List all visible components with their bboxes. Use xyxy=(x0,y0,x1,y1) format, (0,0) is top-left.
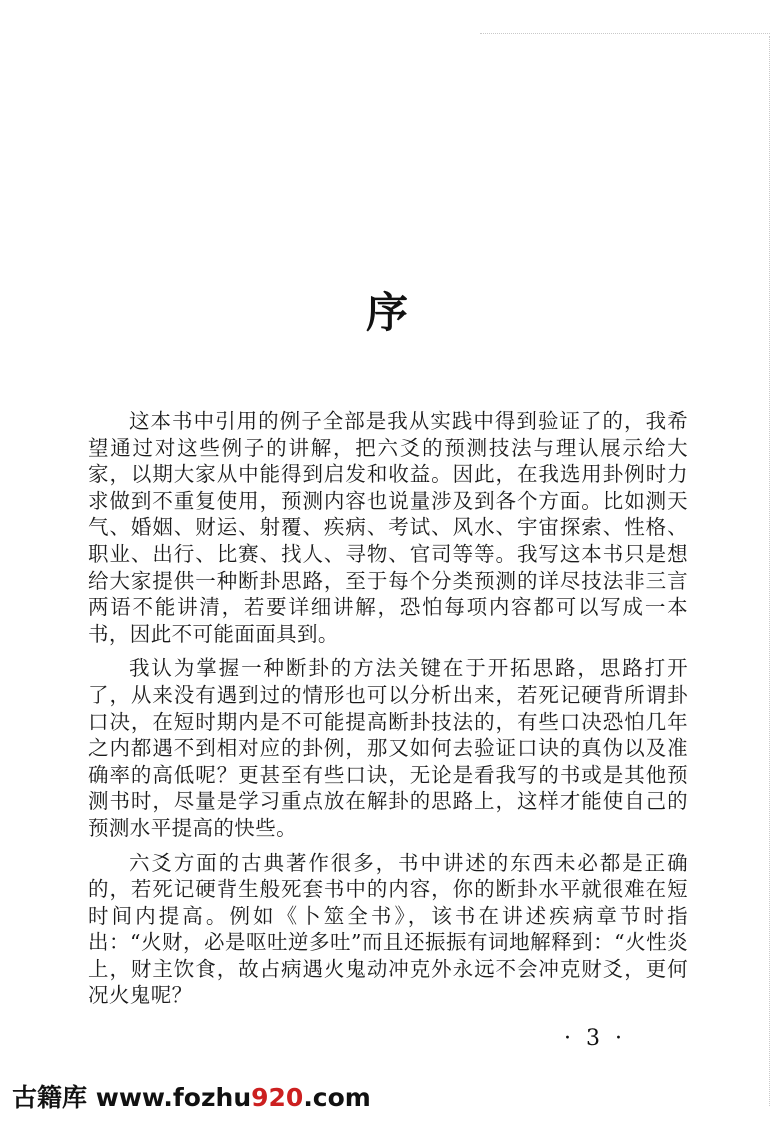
scan-edge-right xyxy=(769,36,770,1106)
paragraph-2: 我认为掌握一种断卦的方法关键在于开拓思路，思路打开了，从来没有遇到过的情形也可以分析出来，若死记硬背所谓卦口决，在短时期内是不可能提高断卦技法的，有些口决恐怕几年之内都遇不到相对应的卦例，那又如何去验证口诀的真伪以及准确率的高低呢？更甚至有些口诀，无论是看我写的书或是其他预测书时，尽量是学习重点放在解卦的思路上，这样才能使自己的预测水平提高的快些。 xyxy=(88,656,688,840)
paragraph-1: 这本书中引用的例子全部是我从实践中得到验证了的，我希望通过对这些例子的讲解，把六爻的预测技法与理认展示给大家，以期大家从中能得到启发和收益。因此，在我选用卦例时力求做到不重复使用，预测内容也说量涉及到各个方面。比如测天气、婚姻、财运、射覆、疾病、考试、风水、宇宙探索、性格、职业、出行、比赛、找人、寻物、官司等等。我写这本书只是想给大家提供一种断卦思路，至于每个分类预测的详尽技法非三言两语不能讲清，若要详细讲解，恐怕每项内容都可以写成一本书，因此不可能面面具到。 xyxy=(88,409,688,646)
watermark xyxy=(12,1078,371,1114)
body-text xyxy=(88,408,688,1017)
watermark-label: 古籍库 xyxy=(12,1083,88,1112)
page-number: · 3 · xyxy=(564,1026,626,1051)
watermark-url-suffix: .com xyxy=(303,1083,371,1112)
watermark-url-accent: 920 xyxy=(251,1083,304,1112)
watermark-url xyxy=(96,1083,371,1112)
page-title: 序 xyxy=(365,288,410,337)
watermark-url-prefix: www.fozhu xyxy=(95,1083,252,1112)
paragraph-3: 六爻方面的古典著作很多，书中讲述的东西未必都是正确的，若死记硬背生般死套书中的内容，你的断卦水平就很难在短时间内提高。例如《卜筮全书》，该书在讲述疾病章节时指出：“火财，必是呕吐逆多吐”而且还振振有词地解释到：“火性炎上，财主饮食，故占病遇火鬼动冲克外永远不会冲克财爻，更何况火鬼呢？ xyxy=(88,850,688,1008)
scan-edge-top xyxy=(480,33,770,34)
